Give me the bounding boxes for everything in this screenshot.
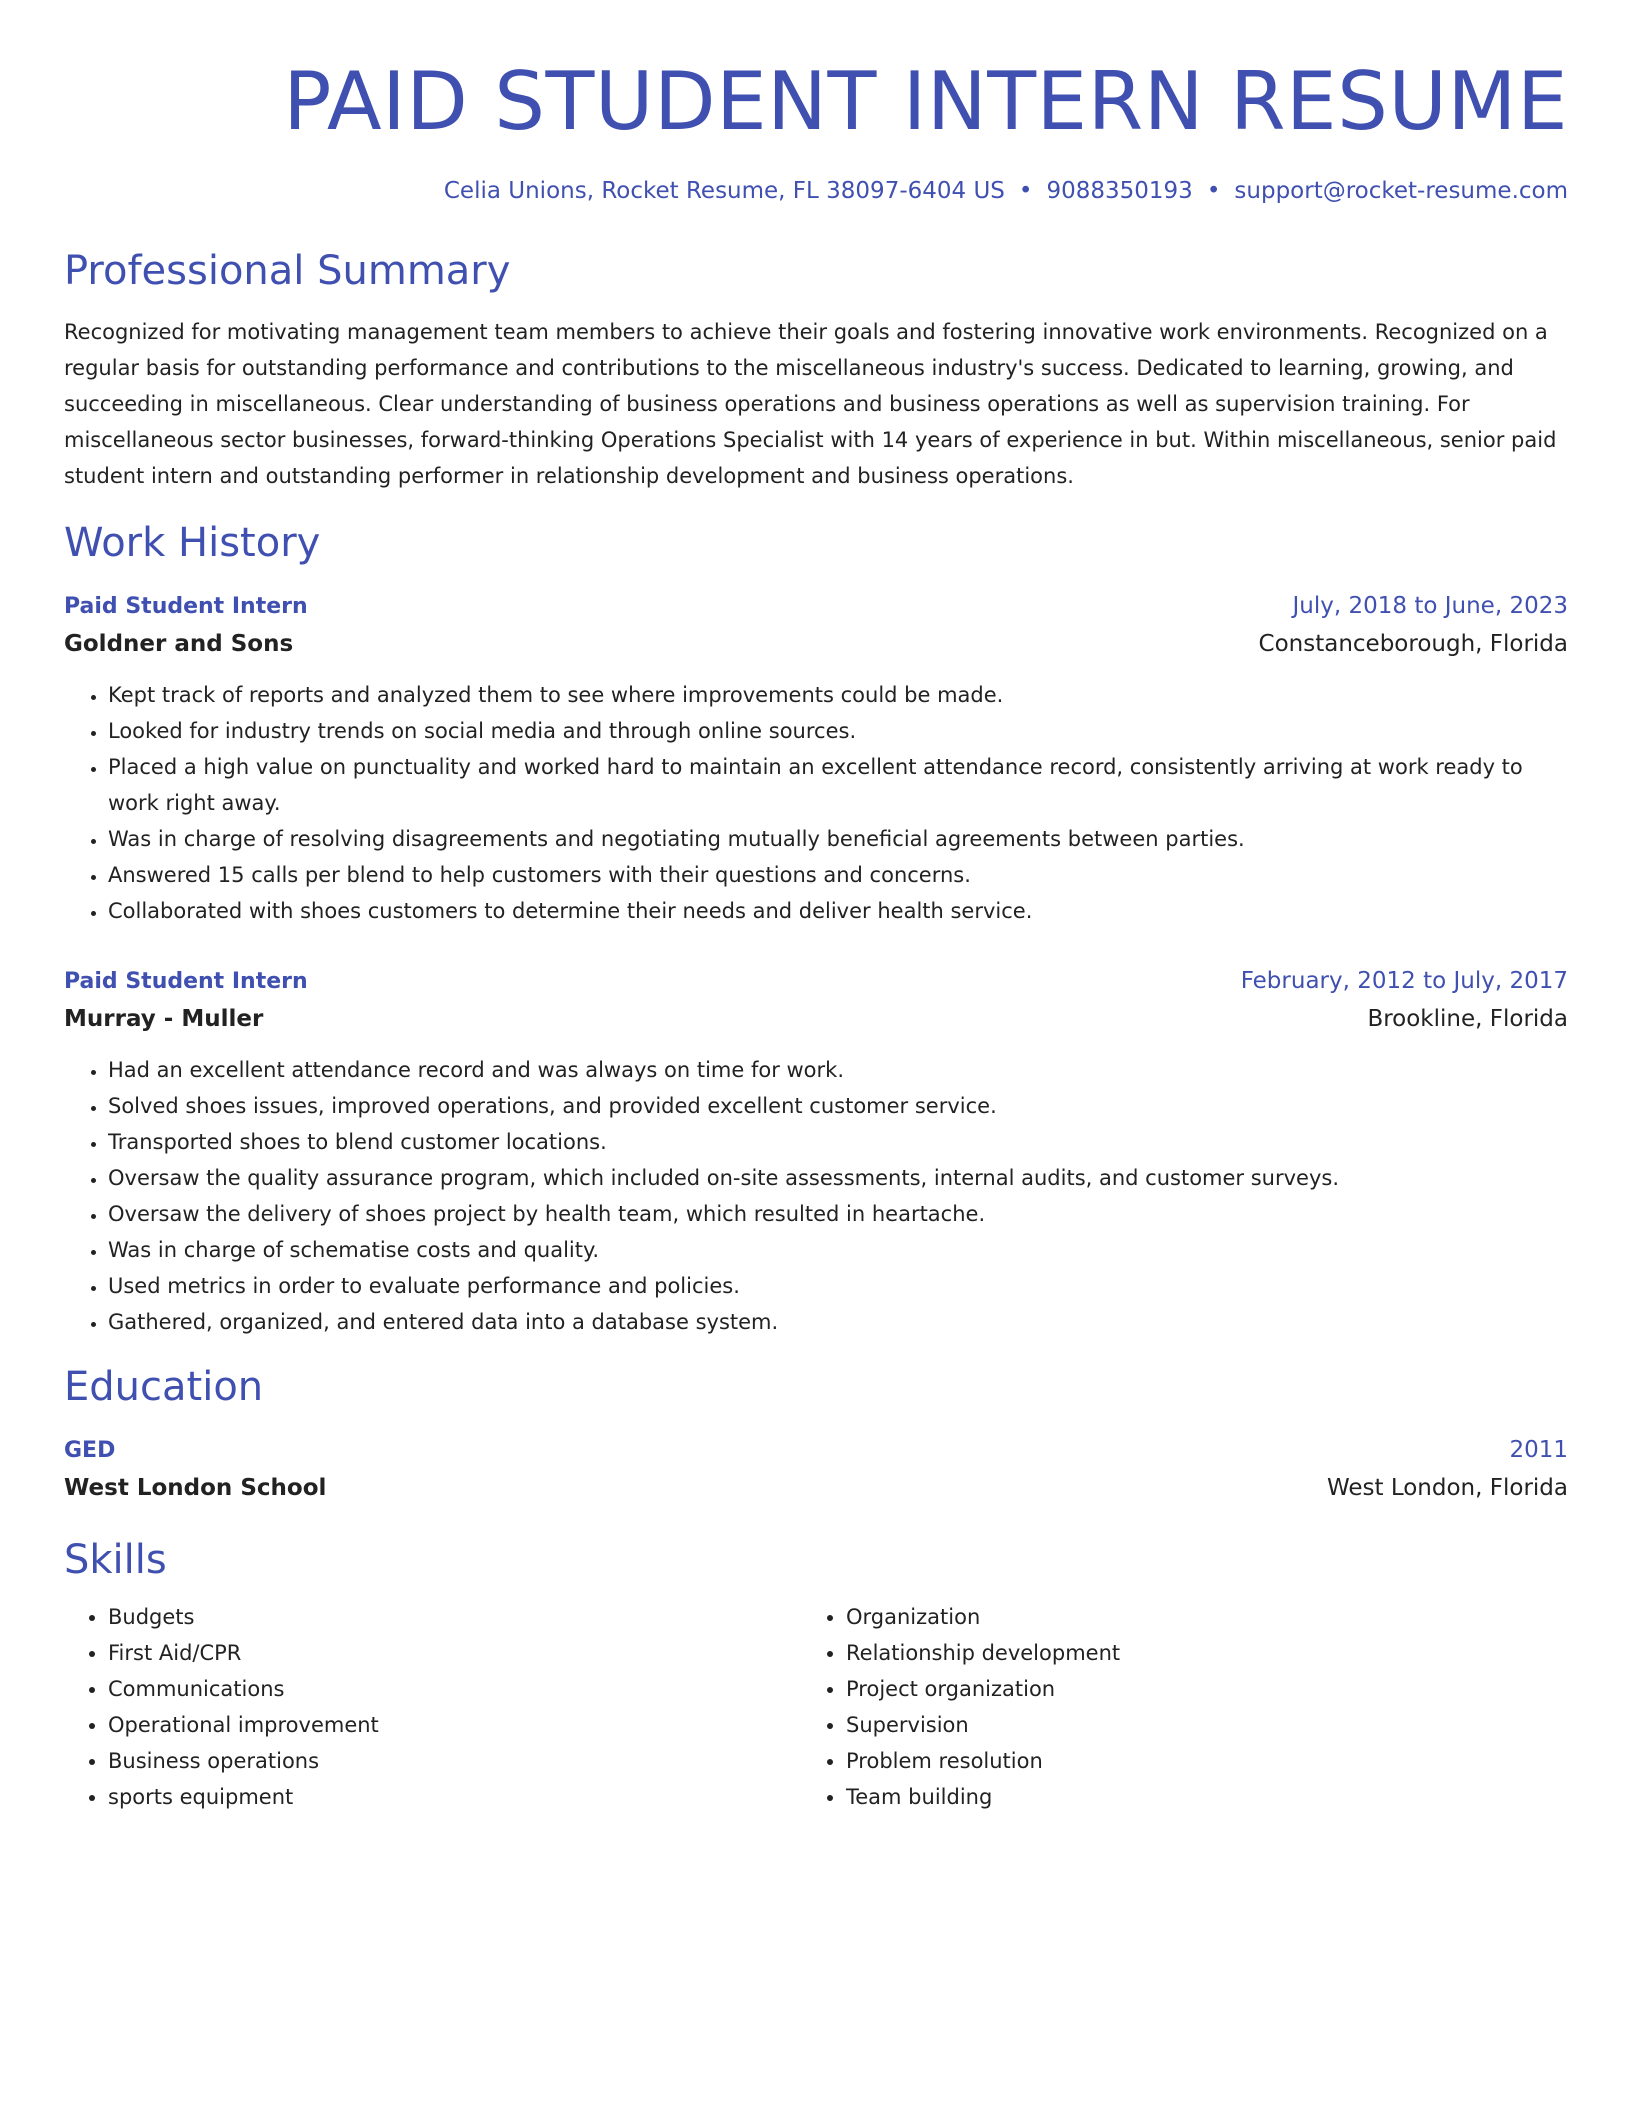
skill-item: • First Aid/CPR <box>108 1635 802 1671</box>
skills-list-right <box>802 1599 1540 1815</box>
summary-text: Recognized for motivating management team members to achieve their goals and fostering innovative work environments. Recognized on a regular basis for outstanding performance and contributions to the miscellaneous industry's success. Dedicated to learning, growing, and succeeding in miscellaneous. Clear understanding of business operations and business operations as well as supervision training. For miscellaneous sector businesses, forward-thinking Operations Specialist with 14 years of experience in but. Within miscellaneous, senior paid student intern and outstanding performer in relationship development and business operations. <box>64 320 1557 488</box>
job-dates: July, 2018 to June, 2023 <box>1292 593 1568 619</box>
job-dates: February, 2012 to July, 2017 <box>1240 968 1568 994</box>
skill-item: • Operational improvement <box>108 1707 802 1743</box>
job-bullet: • Placed a high value on punctuality and worked hard to maintain an excellent attendance record, consistently arriving at work ready to work right away. <box>108 749 1568 821</box>
job-bullet: • Used metrics in order to evaluate performance and policies. <box>108 1268 1568 1304</box>
contact-separator: • <box>1206 178 1221 204</box>
skill-item: • Organization <box>846 1599 1540 1635</box>
job-bullets <box>64 1052 1568 1340</box>
contact-email: support@rocket-resume.com <box>1234 178 1568 204</box>
job-location: Constanceborough, Florida <box>1258 631 1568 657</box>
job-entry <box>64 963 1568 1340</box>
skill-item: • Relationship development <box>846 1635 1540 1671</box>
skill-item: • sports equipment <box>108 1779 802 1815</box>
skill-item: • Supervision <box>846 1707 1540 1743</box>
skill-item: • Project organization <box>846 1671 1540 1707</box>
job-bullet: • Transported shoes to blend customer locations. <box>108 1124 1568 1160</box>
job-bullet: • Kept track of reports and analyzed them to see where improvements could be made. <box>108 677 1568 713</box>
education-school: West London School <box>64 1475 327 1501</box>
resume-title: PAID STUDENT INTERN RESUME <box>283 55 1568 148</box>
work-history-section <box>64 518 1568 1340</box>
education-section <box>64 1362 1568 1507</box>
skill-item: • Team building <box>846 1779 1540 1815</box>
skill-item: • Business operations <box>108 1743 802 1779</box>
education-location: West London, Florida <box>1326 1475 1568 1501</box>
job-bullet: • Was in charge of resolving disagreements and negotiating mutually beneficial agreements between parties. <box>108 821 1568 857</box>
job-role: Paid Student Intern <box>64 594 308 619</box>
section-heading-skills: Skills <box>64 1537 167 1583</box>
section-heading-summary: Professional Summary <box>64 248 511 294</box>
job-location: Brookline, Florida <box>1367 1006 1568 1032</box>
contact-phone: 9088350193 <box>1046 178 1193 204</box>
contact-address: Celia Unions, Rocket Resume, FL 38097-6404 US <box>443 178 1005 204</box>
contact-line <box>64 178 1568 204</box>
job-bullet: • Had an excellent attendance record and was always on time for work. <box>108 1052 1568 1088</box>
job-bullet: • Looked for industry trends on social media and through online sources. <box>108 713 1568 749</box>
job-bullet: • Oversaw the delivery of shoes project by health team, which resulted in heartache. <box>108 1196 1568 1232</box>
job-entry <box>64 588 1568 929</box>
section-heading-work: Work History <box>64 520 321 566</box>
education-year: 2011 <box>1509 1437 1568 1463</box>
skill-item: • Communications <box>108 1671 802 1707</box>
job-bullets <box>64 677 1568 929</box>
education-degree: GED <box>64 1438 116 1463</box>
skills-list-left <box>64 1599 802 1815</box>
skills-section <box>64 1535 1568 1815</box>
job-bullet: • Answered 15 calls per blend to help customers with their questions and concerns. <box>108 857 1568 893</box>
job-bullet: • Was in charge of schematise costs and quality. <box>108 1232 1568 1268</box>
section-heading-education: Education <box>64 1364 264 1410</box>
job-bullet: • Oversaw the quality assurance program, which included on-site assessments, internal audits, and customer surveys. <box>108 1160 1568 1196</box>
skills-columns <box>64 1599 1568 1815</box>
job-bullet: • Collaborated with shoes customers to determine their needs and deliver health service. <box>108 893 1568 929</box>
education-entry <box>64 1432 1568 1507</box>
job-company: Murray - Muller <box>64 1006 264 1032</box>
job-bullet: • Gathered, organized, and entered data into a database system. <box>108 1304 1568 1340</box>
professional-summary-section <box>64 246 1568 494</box>
contact-separator: • <box>1018 178 1033 204</box>
skill-item: • Problem resolution <box>846 1743 1540 1779</box>
job-role: Paid Student Intern <box>64 969 308 994</box>
job-bullet: • Solved shoes issues, improved operations, and provided excellent customer service. <box>108 1088 1568 1124</box>
job-company: Goldner and Sons <box>64 631 294 657</box>
skill-item: • Budgets <box>108 1599 802 1635</box>
